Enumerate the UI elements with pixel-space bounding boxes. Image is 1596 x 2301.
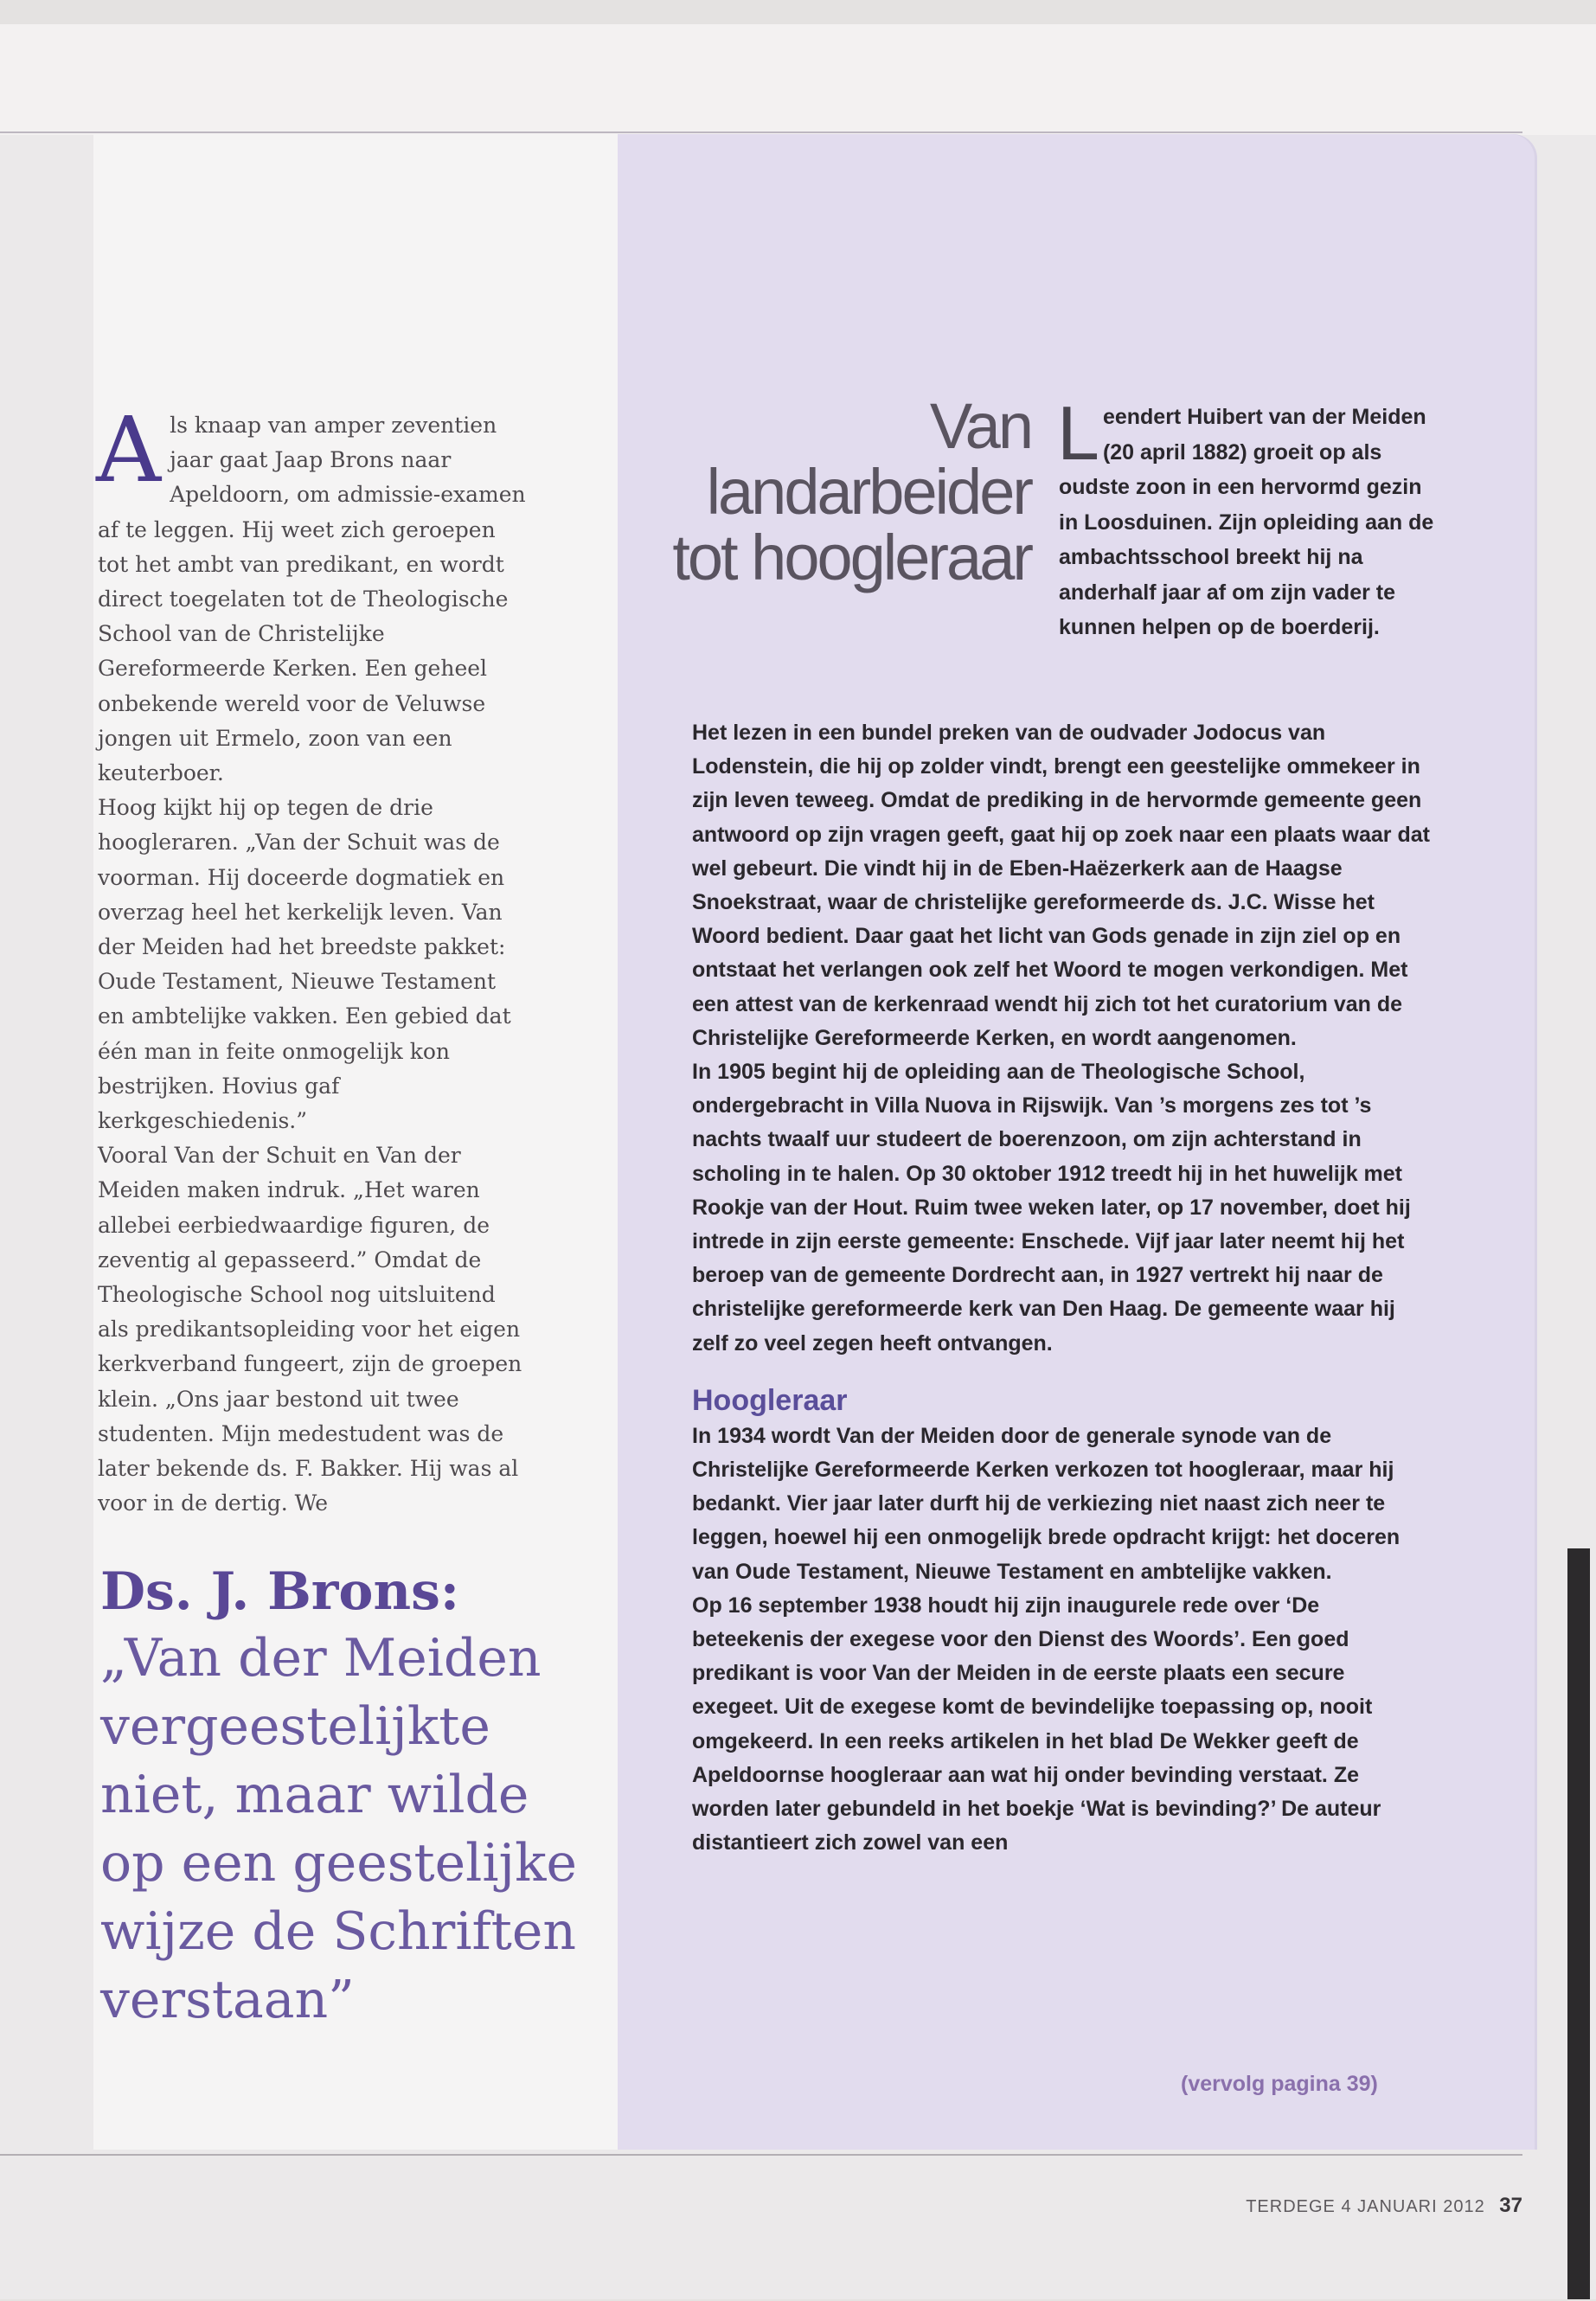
page-footer — [1194, 2194, 1522, 2218]
pull-quote — [100, 1559, 637, 2035]
page-number: 37 — [1499, 2194, 1522, 2217]
article-lead — [1057, 390, 1439, 645]
intro-paragraph: Hoog kijkt hij op tegen de drie hoogleraren. „Van der Schuit was de voorman. Hij doceerde dogmatiek en overzag heel het kerkelijk leven. Van der Meiden had het breedste pakket: Oude Testament, Nieuwe Testament en ambtelijke vakken. Een gebied dat één man in feite onmogelijk kon bestrijken. Hovius gaf kerkgeschiedenis.” — [98, 795, 511, 1134]
top-band — [0, 24, 1596, 135]
intro-text — [96, 397, 529, 1522]
body-paragraph: In 1905 begint hij de opleiding aan de Theologische School, ondergebracht in Villa Nuova in Rijswijk. Van ’s morgens zes tot ’s nachts twaalf uur studeert de boerenzoon, om zijn achterstand in scholing in te halen. Op 30 oktober 1912 treedt hij in het huwelijk met Rookje van der Hout. Ruim twee weken later, op 17 november, doet hij intrede in zijn eerste gemeente: Enschede. Vijf jaar later neemt hij het beroep van de gemeente Dordrecht aan, in 1927 vertrekt hij naar de christelijke gereformeerde kerk van Den Haag. De gemeente waar hij zelf zo veel zegen heeft ontvangen. — [692, 1060, 1411, 1356]
body-paragraph: Op 16 september 1938 houdt hij zijn inaugurele rede over ‘De beteekenis der exegese voor den Dienst des Woords’. Een goed predikant is voor Van der Meiden in de eerste plaats een secure exegeet. Uit de exegese komt de bevindelijke toepassing op, nooit omgekeerd. In een reeks artikelen in het blad De Wekker geeft de Apeldoornse hoogleraar aan wat hij onder bevinding verstaat. Ze worden later gebundeld in het boekje ‘Wat is bevinding?’ De auteur distantieert zich zowel van een — [692, 1593, 1381, 1856]
intro-paragraph: ls knaap van amper zeventien jaar gaat Jaap Brons naar Apeldoorn, om admissie-examen af te leggen. Hij weet zich geroepen tot het ambt van predikant, en wordt direct toegelaten tot de Theologische School van de Christelijke Gereformeerde Kerken. Een geheel onbekende wereld voor de Veluwse jongen uit Ermelo, zoon van een keuterboer. — [98, 413, 526, 786]
article-title — [654, 390, 1031, 593]
title-line: landarbeider — [706, 456, 1031, 528]
body-paragraph: Het lezen in een bundel preken van de oudvader Jodocus van Lodenstein, die hij op zolder vindt, brengt een geestelijke ommekeer in zijn leven teweeg. Omdat de prediking in de hervormde gemeente geen antwoord op zijn vragen geeft, gaat hij op zoek naar een plaats waar dat wel gebeurt. Die vindt hij in de Eben-Haëzerkerk aan de Haagse Snoekstraat, waar de christelijke gereformeerde ds. J.C. Wisse het Woord bedient. Daar gaat het licht van Gods genade in zijn ziel op en ontstaat het verlangen ook zelf het Woord te mogen verkondigen. Met een attest van de kerkenraad wendt hij zich tot het curatorium van de Christelijke Gereformeerde Kerken, en wordt aangenomen. — [692, 721, 1430, 1050]
binding-edge — [1567, 1548, 1590, 2299]
article-body — [692, 716, 1436, 1861]
issue-date: 4 JANUARI 2012 — [1341, 2197, 1485, 2216]
title-line: Van — [929, 390, 1031, 462]
pull-quote-text: „Van der Meiden vergeestelijkte niet, maar wilde op een geestelijke wijze de Schriften verstaan” — [100, 1628, 578, 2030]
top-rule — [0, 131, 1522, 133]
intro-paragraph: Vooral Van der Schuit en Van der Meiden maken indruk. „Het waren allebei eerbiedwaardige figuren, de zeventig al gepasseerd.” Omdat de Theologische School nog uitsluitend als predikantsopleiding voor het eigen kerkverband fungeert, zijn de groepen klein. „Ons jaar bestond uit twee studenten. Mijn medestudent was de later bekende ds. F. Bakker. Hij was al voor in de dertig. We — [98, 1143, 522, 1516]
title-line: tot hoogleraar — [672, 522, 1031, 593]
continued-notice: (vervolg pagina 39) — [1181, 2072, 1378, 2096]
pull-quote-author: Ds. J. Brons: — [100, 1561, 459, 1622]
section-heading: Hoogleraar — [692, 1383, 848, 1417]
lead-drop-cap: L — [1057, 390, 1099, 476]
bottom-rule — [0, 2154, 1522, 2156]
magazine-name: TERDEGE — [1246, 2197, 1336, 2216]
body-paragraph: In 1934 wordt Van der Meiden door de generale synode van de Christelijke Gereformeerde Kerken verkozen tot hoogleraar, maar hij bedankt. Vier jaar later durft hij de verkiezing niet naast zich neer te leggen, hoewel hij een onmogelijk brede opdracht krijgt: het doceren van Oude Testament, Nieuwe Testament en ambtelijke vakken. — [692, 1423, 1401, 1584]
drop-cap: A — [96, 397, 162, 503]
lead-text: eendert Huibert van der Meiden (20 april 1882) groeit op als oudste zoon in een hervormd gezin in Loosduinen. Zijn opleiding aan de ambachtsschool breekt hij na anderhalf jaar af om zijn vader te kunnen helpen op de boerderij. — [1059, 405, 1434, 639]
